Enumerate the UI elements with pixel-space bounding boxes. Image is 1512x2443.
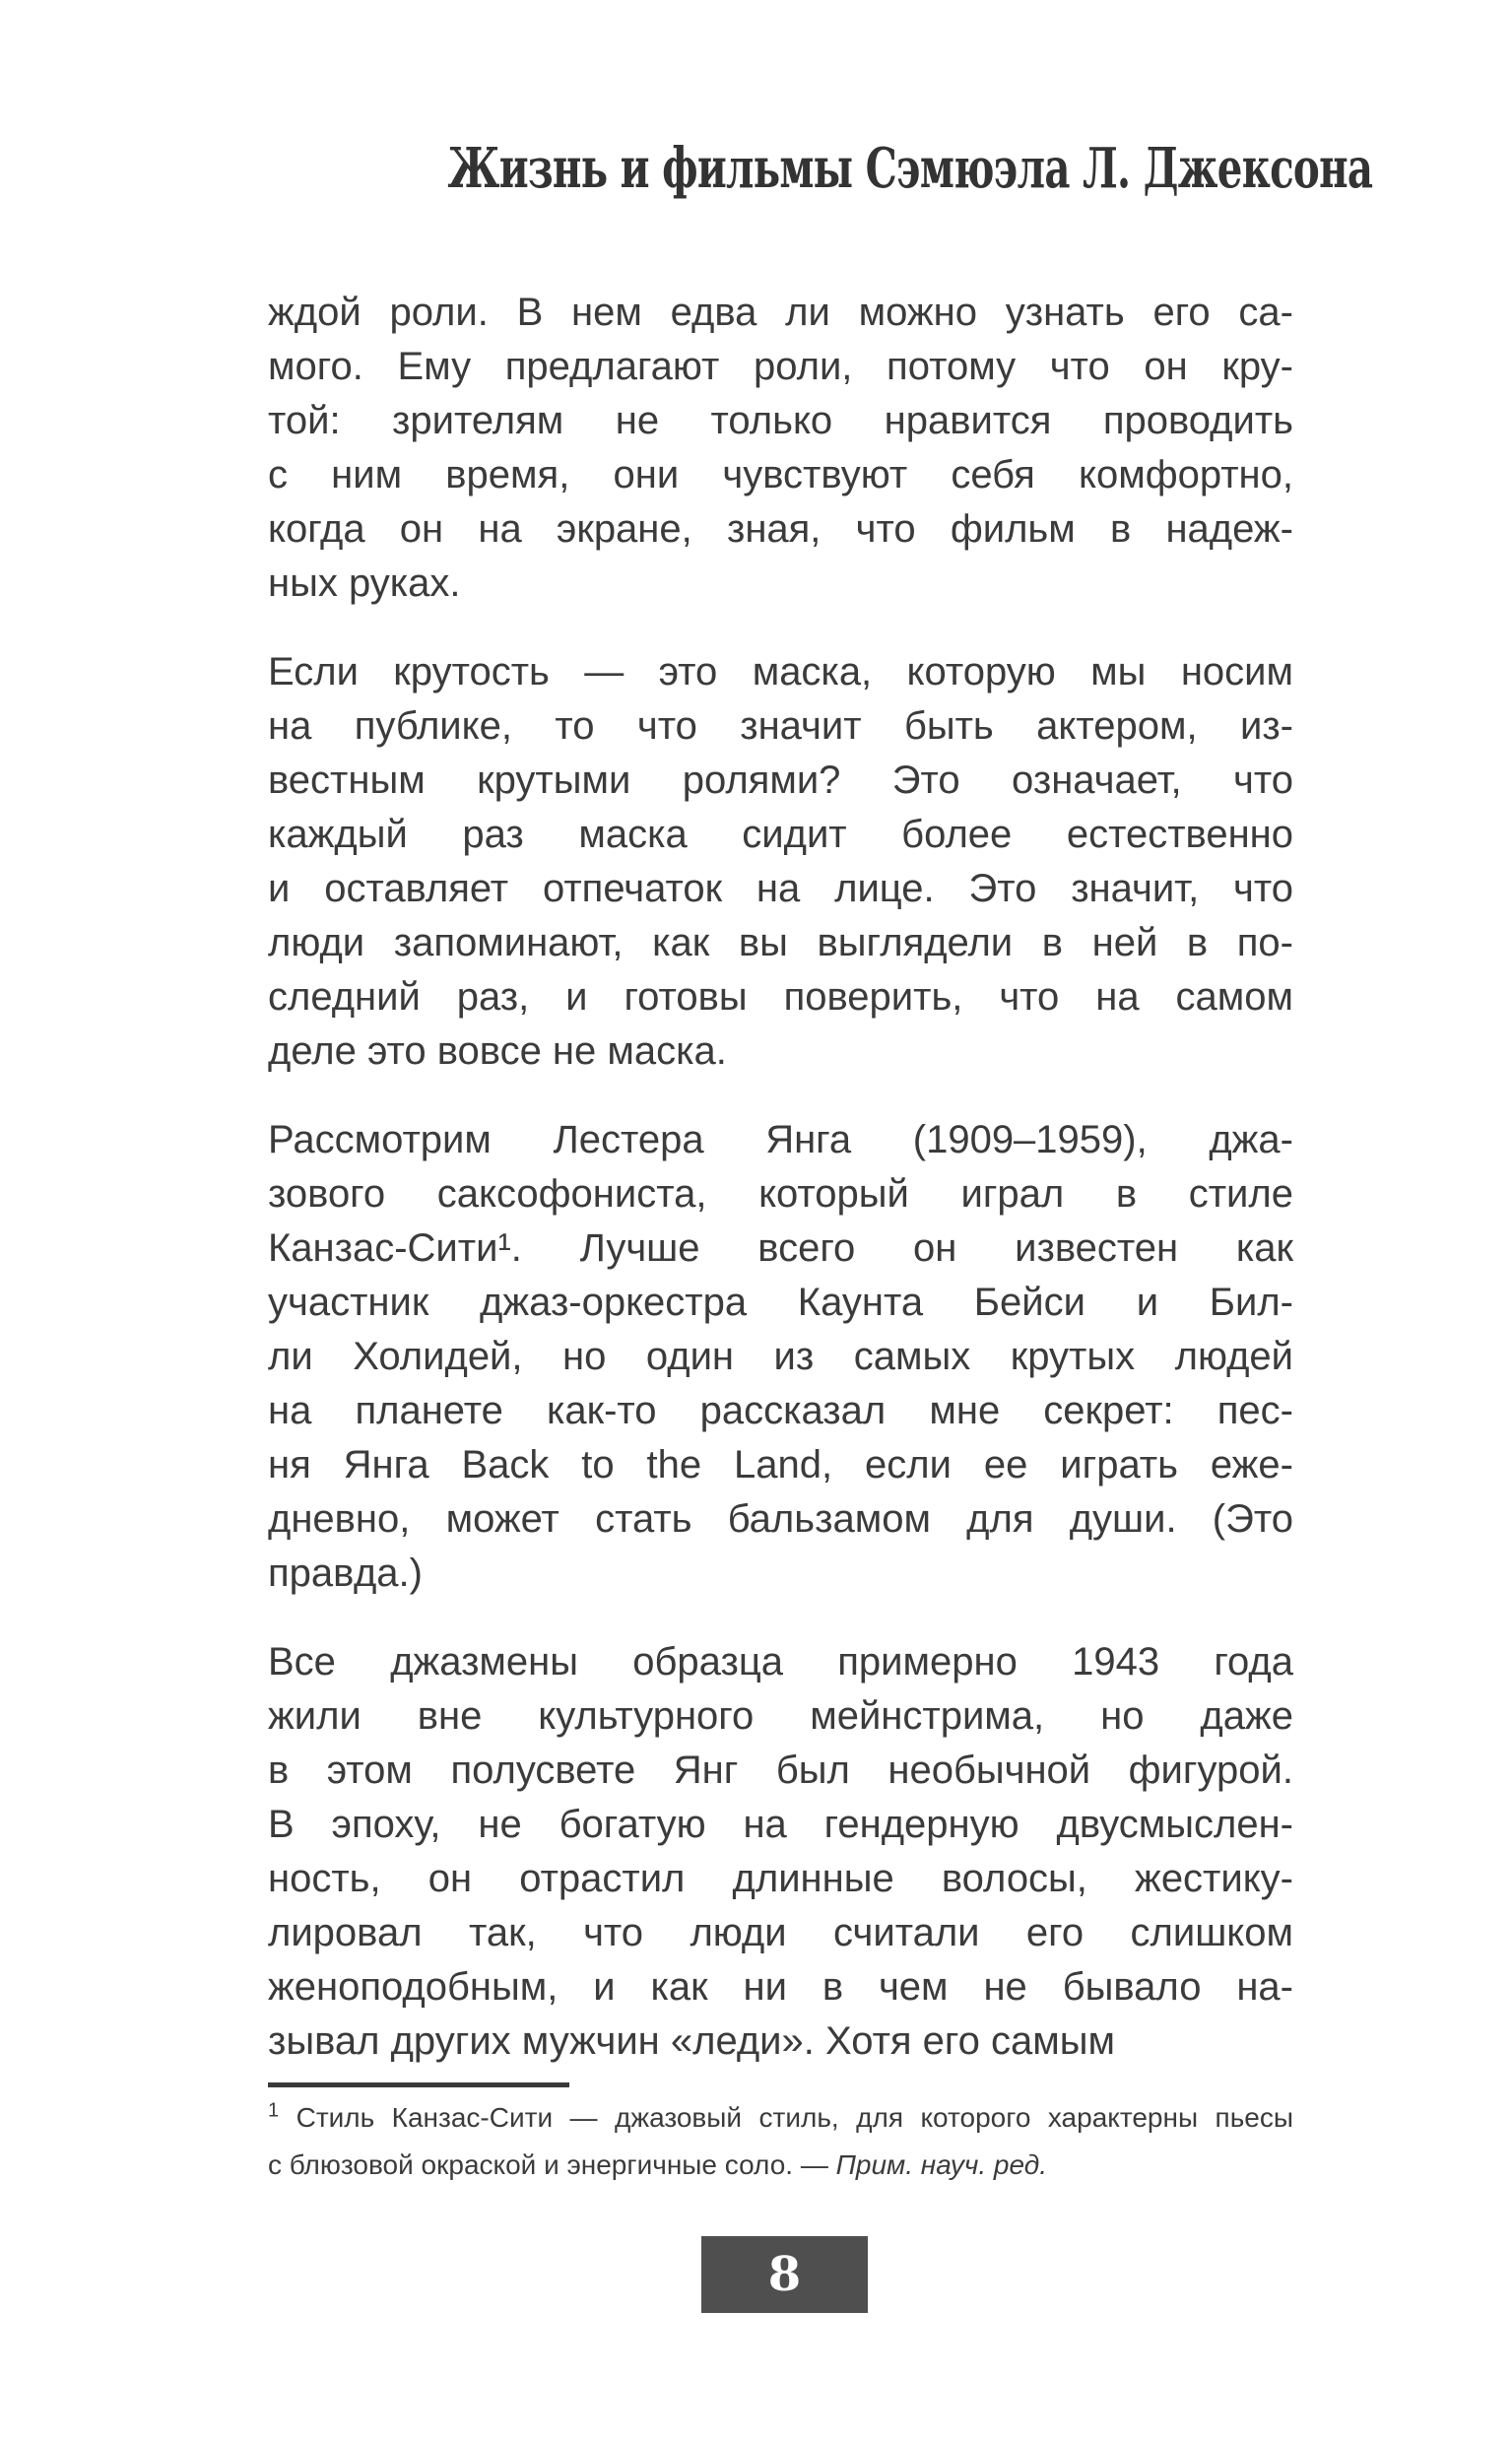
footnote bbox=[268, 2082, 1293, 2189]
paragraph bbox=[268, 645, 1293, 1079]
text-line: и оставляет отпечаток на лице. Это значит, что bbox=[268, 867, 1293, 910]
running-header-title: Жизнь и фильмы Сэмюэла Л. Джексона bbox=[447, 136, 1373, 201]
running-header bbox=[268, 136, 1373, 201]
text-line: люди запоминают, как вы выглядели в ней в по- bbox=[268, 921, 1293, 964]
text-line: женоподобным, и как ни в чем не бывало на- bbox=[268, 1965, 1293, 2009]
page-number: 8 bbox=[767, 2247, 802, 2302]
text-line: зывал других мужчин «леди». Хотя его самым bbox=[268, 2019, 1115, 2063]
text-line: деле это вовсе не маска. bbox=[268, 1029, 727, 1073]
footnote-text: с блюзовой окраской и энергичные соло. — bbox=[268, 2149, 836, 2180]
text-line: в этом полусвете Янг был необычной фигурой. bbox=[268, 1749, 1293, 1792]
body-text bbox=[268, 286, 1293, 2069]
text-line: Канзас-Сити¹. Лучше всего он известен как bbox=[268, 1226, 1293, 1270]
text-line: ждой роли. В нем едва ли можно узнать его са- bbox=[268, 291, 1293, 334]
text-line: дневно, может стать бальзамом для души. (Это bbox=[268, 1497, 1293, 1541]
text-line: В эпоху, не богатую на гендерную двусмыслен- bbox=[268, 1803, 1293, 1846]
text-line: ность, он отрастил длинные волосы, жестику- bbox=[268, 1857, 1293, 1900]
text-line: на публике, то что значит быть актером, из- bbox=[268, 704, 1293, 748]
text-line: следний раз, и готовы поверить, что на самом bbox=[268, 975, 1293, 1019]
text-line: мого. Ему предлагают роли, потому что он кру- bbox=[268, 345, 1293, 388]
text-line: участник джаз-оркестра Каунта Бейси и Бил- bbox=[268, 1281, 1293, 1324]
page-number-box bbox=[701, 2236, 868, 2313]
paragraph bbox=[268, 1113, 1293, 1601]
text-line: на планете как-то рассказал мне секрет: пес- bbox=[268, 1389, 1293, 1432]
text-line: Все джазмены образца примерно 1943 года bbox=[268, 1640, 1293, 1684]
paragraph bbox=[268, 1635, 1293, 2069]
text-line: жили вне культурного мейнстрима, но даже bbox=[268, 1694, 1293, 1738]
text-line: ня Янга Back to the Land, если ее играть еже- bbox=[268, 1443, 1293, 1486]
paragraph bbox=[268, 286, 1293, 611]
text-line: Рассмотрим Лестера Янга (1909–1959), джа- bbox=[268, 1118, 1293, 1161]
text-line: каждый раз маска сидит более естественно bbox=[268, 813, 1293, 856]
footnote-line bbox=[268, 2142, 1293, 2189]
text-line: зового саксофониста, который играл в стиле bbox=[268, 1172, 1293, 1216]
text-line: Если крутость — это маска, которую мы носим bbox=[268, 650, 1293, 693]
text-line: когда он на экране, зная, что фильм в надеж- bbox=[268, 507, 1293, 551]
footnote-divider bbox=[268, 2082, 569, 2087]
text-line: правда.) bbox=[268, 1552, 423, 1595]
text-line: ных руках. bbox=[268, 561, 461, 605]
text-line: лировал так, что люди считали его слишком bbox=[268, 1911, 1293, 1954]
footnote-marker: 1 bbox=[268, 2099, 280, 2122]
text-line: ли Холидей, но один из самых крутых людей bbox=[268, 1335, 1293, 1378]
footnote-editor-note: Прим. науч. ред. bbox=[835, 2149, 1047, 2180]
footnote-line bbox=[268, 2094, 1293, 2142]
text-line: той: зрителям не только нравится проводить bbox=[268, 399, 1293, 442]
text-line: вестным крутыми ролями? Это означает, что bbox=[268, 759, 1293, 802]
footnote-text: Стиль Канзас-Сити — джазовый стиль, для которого характерны пьесы bbox=[296, 2102, 1293, 2133]
text-line: с ним время, они чувствуют себя комфортно, bbox=[268, 453, 1293, 496]
